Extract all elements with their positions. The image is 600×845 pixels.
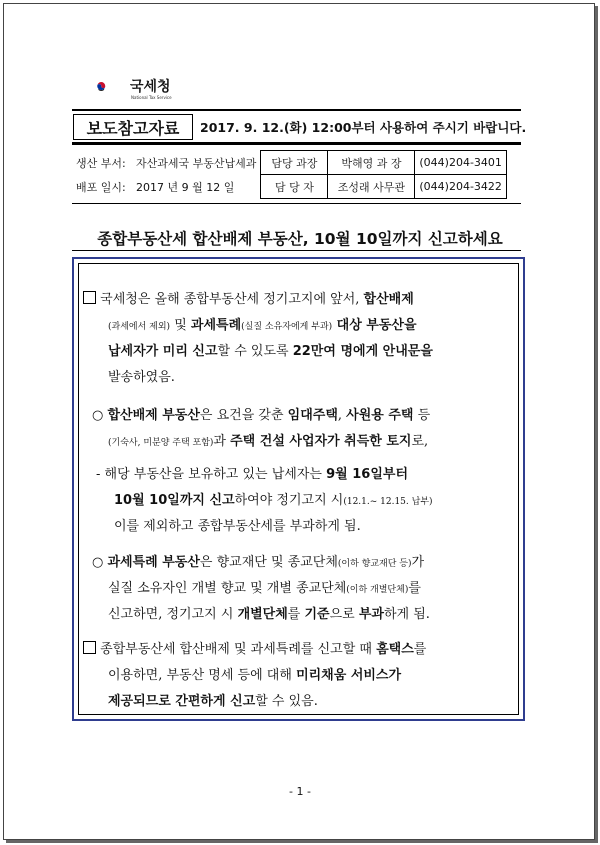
paragraph-2-line-2: (기숙사, 미분양 주택 포함)과 주택 건설 사업자가 취득한 토지로, <box>108 434 429 449</box>
paragraph-2-line-1: ○ 합산배제 부동산은 요건을 갖춘 임대주택, 사원용 주택 등 <box>92 408 431 423</box>
phone-cell: (044)204-3422 <box>415 175 507 199</box>
paragraph-4-line-3: 신고하면, 정기고지 시 개별단체를 기준으로 부과하게 됨. <box>108 607 430 622</box>
paragraph-5-line-2: 이용하면, 부동산 명세 등에 대해 미리채움 서비스가 <box>108 668 402 683</box>
table-row <box>72 151 506 175</box>
circle-bullet-icon: ○ <box>92 408 104 423</box>
name-cell: 박해영 과 장 <box>328 151 415 175</box>
paragraph-5-line-3: 제공되므로 간편하게 신고할 수 있음. <box>108 694 318 709</box>
role-cell: 담당 과장 <box>261 151 328 175</box>
page-number: - 1 - <box>289 785 311 798</box>
paragraph-5-line-1: 종합부동산세 합산배제 및 과세특례를 신고할 때 홈택스를 <box>83 638 426 657</box>
agency-sub: National Tax Service <box>131 95 172 100</box>
paragraph-3-line-1: - 해당 부동산을 보유하고 있는 납세자는 9월 16일부터 <box>96 467 409 482</box>
dept-label: 생산 부서: <box>76 156 126 170</box>
paragraph-3-line-2: 10월 10일까지 신고하여야 정기고지 시(12.1.~ 12.15. 납부) <box>114 493 433 508</box>
header-bottom-rule <box>72 142 521 145</box>
date-label: 배포 일시: <box>76 180 126 194</box>
agency-name: 국세청 <box>130 79 171 95</box>
phone-cell: (044)204-3401 <box>415 151 507 175</box>
header-top-rule <box>72 109 521 111</box>
checkbox-square-icon <box>83 291 96 304</box>
paragraph-3-line-3: 이를 제외하고 종합부동산세를 부과하게 됨. <box>114 519 361 534</box>
release-notice: 2017. 9. 12.(화) 12:00부터 사용하여 주시기 바랍니다. <box>200 120 527 135</box>
dept-value: 자산과세국 부동산납세과 <box>132 151 261 175</box>
page-title: 종합부동산세 합산배제 부동산, 10월 10일까지 신고하세요 <box>97 230 503 248</box>
role-cell: 담 당 자 <box>261 175 328 199</box>
paragraph-1-line-4: 발송하였음. <box>108 370 175 385</box>
date-value: 2017 년 9 월 12 일 <box>132 175 261 199</box>
name-cell: 조성래 사무관 <box>328 175 415 199</box>
paragraph-1-line-1: 국세청은 올해 종합부동산세 정기고지에 앞서, 합산배제 <box>83 288 414 307</box>
nts-logo-icon <box>96 70 130 104</box>
title-rule <box>72 250 521 251</box>
paragraph-1-line-2: (과세에서 제외) 및 과세특례(실질 소유자에게 부과) 대상 부동산을 <box>108 318 417 333</box>
paragraph-4-line-1: ○ 과세특례 부동산은 향교재단 및 종교단체(이하 향교재단 등)가 <box>92 555 425 570</box>
paragraph-4-line-2: 실질 소유자인 개별 향교 및 개별 종교단체(이하 개별단체)를 <box>108 581 421 596</box>
checkbox-square-icon <box>83 641 96 654</box>
table-row <box>72 175 506 199</box>
circle-bullet-icon: ○ <box>92 555 104 570</box>
contact-table <box>72 150 507 199</box>
info-bottom-rule <box>72 203 521 204</box>
doc-type-label: 보도참고자료 <box>73 114 193 140</box>
paragraph-1-line-3: 납세자가 미리 신고할 수 있도록 22만여 명에게 안내문을 <box>108 344 433 359</box>
